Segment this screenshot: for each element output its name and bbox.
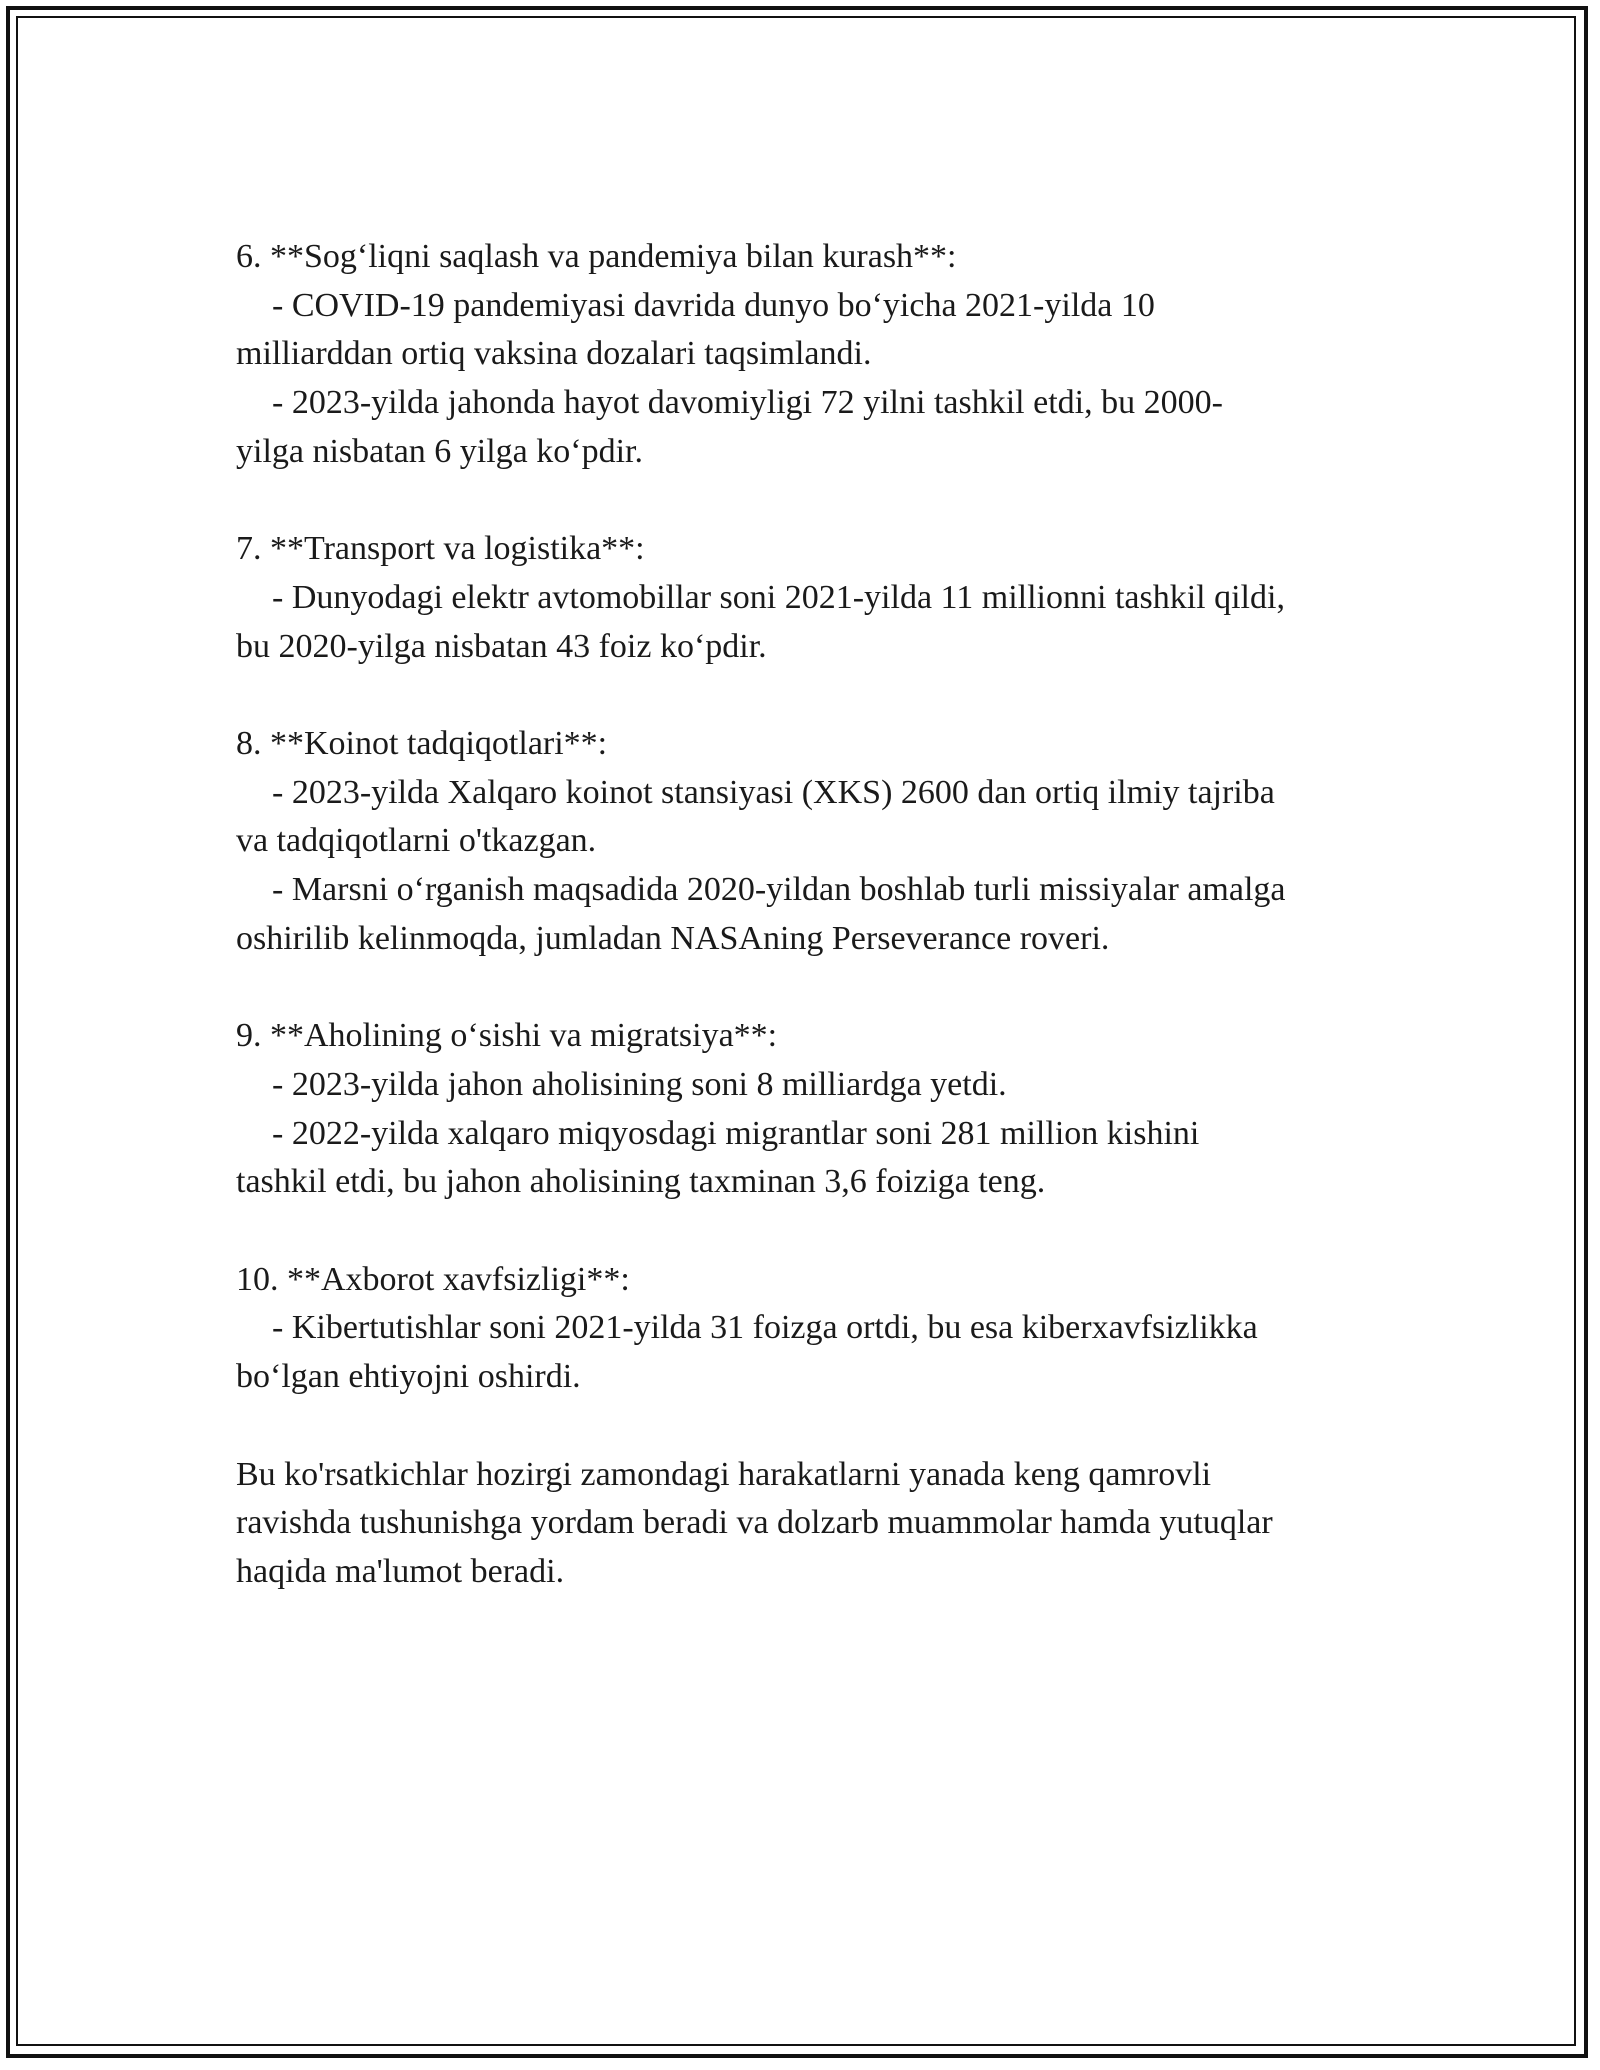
bullet-line: - 2022-yilda xalqaro miqyosdagi migrantlar soni 281 million kishini <box>272 1114 1200 1152</box>
closing-line: ravishda tushunishga yordam beradi va dolzarb muammolar hamda yutuqlar <box>236 1504 1273 1542</box>
section-population <box>236 1012 1376 1207</box>
closing-line: Bu ko'rsatkichlar hozirgi zamondagi harakatlarni yanada keng qamrovli <box>236 1455 1212 1493</box>
closing-paragraph <box>236 1451 1376 1597</box>
section-heading: 10. **Axborot xavfsizligi**: <box>236 1260 630 1298</box>
bullet-continuation: oshirilib kelinmoqda, jumladan NASAning Perseverance roveri. <box>236 919 1110 957</box>
bullet-continuation: bu 2020-yilga nisbatan 43 foiz ko‘pdir. <box>236 627 767 665</box>
bullet-continuation: tashkil etdi, bu jahon aholisining taxminan 3,6 foiziga teng. <box>236 1163 1046 1201</box>
bullet-continuation: yilga nisbatan 6 yilga ko‘pdir. <box>236 432 643 470</box>
closing-line: haqida ma'lumot beradi. <box>236 1552 565 1590</box>
section-health <box>236 233 1376 477</box>
bullet-line: - 2023-yilda jahonda hayot davomiyligi 72 yilni tashkil etdi, bu 2000- <box>272 384 1223 422</box>
document-body <box>236 233 1376 1597</box>
section-cybersecurity <box>236 1256 1376 1402</box>
section-heading: 8. **Koinot tadqiqotlari**: <box>236 725 608 762</box>
bullet-line: - 2023-yilda jahon aholisining soni 8 milliardga yetdi. <box>272 1065 1007 1103</box>
section-transport <box>236 525 1376 671</box>
bullet-line: - Marsni o‘rganish maqsadida 2020-yildan boshlab turli missiyalar amalga <box>272 871 1286 909</box>
bullet-line: - Kibertutishlar soni 2021-yilda 31 foizga ortdi, bu esa kiberxavfsizlikka <box>272 1309 1258 1347</box>
section-heading: 9. **Aholining o‘sishi va migratsiya**: <box>236 1017 778 1055</box>
bullet-continuation: milliarddan ortiq vaksina dozalari taqsimlandi. <box>236 335 872 373</box>
section-space <box>236 720 1376 964</box>
bullet-line: - 2023-yilda Xalqaro koinot stansiyasi (XKS) 2600 dan ortiq ilmiy tajriba <box>272 773 1275 811</box>
section-heading: 6. **Sog‘liqni saqlash va pandemiya bilan kurash**: <box>236 238 957 275</box>
bullet-line: - Dunyodagi elektr avtomobillar soni 2021-yilda 11 millionni tashkil qildi, <box>272 578 1285 616</box>
bullet-continuation: va tadqiqotlarni o'tkazgan. <box>236 822 597 860</box>
bullet-continuation: bo‘lgan ehtiyojni oshirdi. <box>236 1358 581 1396</box>
bullet-line: - COVID-19 pandemiyasi davrida dunyo bo‘yicha 2021-yilda 10 <box>272 286 1155 324</box>
section-heading: 7. **Transport va logistika**: <box>236 530 645 568</box>
